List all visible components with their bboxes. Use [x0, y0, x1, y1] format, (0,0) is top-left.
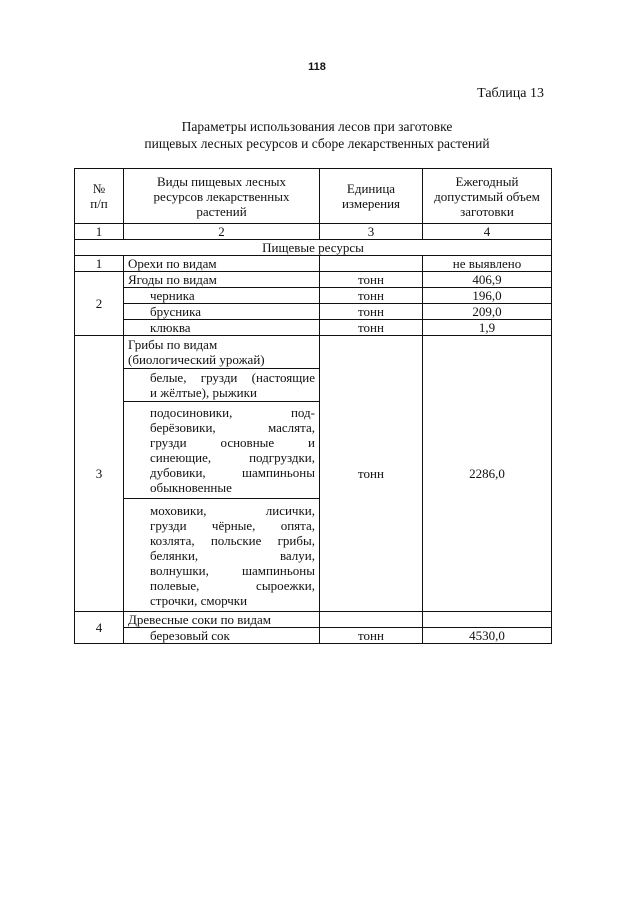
resource-name: Древесные соки по видам — [124, 612, 320, 628]
header-number: № п/п — [75, 169, 124, 224]
resource-subitem: черника — [124, 288, 320, 304]
table-row — [75, 320, 552, 336]
header-resource-type: Виды пищевых лесных ресурсов лекарственных растений — [124, 169, 320, 224]
volume-cell: 196,0 — [423, 288, 552, 304]
table-label: Таблица 13 — [477, 86, 544, 101]
table-row — [75, 336, 552, 369]
unit-cell: тонн — [320, 336, 423, 612]
unit-cell: тонн — [320, 272, 423, 288]
column-numbers-row — [75, 224, 552, 240]
column-number: 2 — [124, 224, 320, 240]
row-number: 2 — [75, 272, 124, 336]
volume-cell: не выявлено — [423, 256, 552, 272]
table-row — [75, 628, 552, 644]
resource-subitem: брусника — [124, 304, 320, 320]
column-number: 1 — [75, 224, 124, 240]
table-row — [75, 612, 552, 628]
mushroom-group: белые, грузди (настоящие и жёлтые), рыжики — [124, 369, 320, 402]
mushroom-group: моховики, лисички, грузди чёрные, опята, козлята, польские грибы, белянки, валуи, волнушки, шампиньоны полевые, сыроежки, строчки, сморчки — [124, 499, 320, 612]
unit-cell: тонн — [320, 628, 423, 644]
resources-table — [74, 168, 552, 644]
table-row — [75, 272, 552, 288]
volume-cell: 406,9 — [423, 272, 552, 288]
title-line: пищевых лесных ресурсов и сборе лекарственных растений — [144, 136, 490, 151]
table-row — [75, 304, 552, 320]
row-number: 3 — [75, 336, 124, 612]
table-row — [75, 288, 552, 304]
unit-cell — [320, 256, 423, 272]
volume-cell: 2286,0 — [423, 336, 552, 612]
unit-cell: тонн — [320, 320, 423, 336]
resource-name: Орехи по видам — [124, 256, 320, 272]
volume-cell — [423, 612, 552, 628]
volume-cell: 1,9 — [423, 320, 552, 336]
resource-name: Грибы по видам (биологический урожай) — [124, 336, 320, 369]
section-title: Пищевые ресурсы — [75, 240, 552, 256]
page-number: 118 — [308, 61, 326, 73]
section-row — [75, 240, 552, 256]
resource-name: Ягоды по видам — [124, 272, 320, 288]
header-unit: Единица измерения — [320, 169, 423, 224]
header-row — [75, 169, 552, 224]
volume-cell: 4530,0 — [423, 628, 552, 644]
column-number: 3 — [320, 224, 423, 240]
mushroom-group: подосиновики, под- берёзовики, маслята, грузди основные и синеющие, подгруздки, дубовики, шампиньоны обыкновенные — [124, 402, 320, 499]
resource-subitem: клюква — [124, 320, 320, 336]
row-number: 4 — [75, 612, 124, 644]
unit-cell: тонн — [320, 304, 423, 320]
table-title — [80, 118, 554, 152]
title-line: Параметры использования лесов при заготовке — [181, 119, 453, 134]
table-row — [75, 256, 552, 272]
resource-subitem: березовый сок — [124, 628, 320, 644]
unit-cell: тонн — [320, 288, 423, 304]
column-number: 4 — [423, 224, 552, 240]
unit-cell — [320, 612, 423, 628]
volume-cell: 209,0 — [423, 304, 552, 320]
header-annual-volume: Ежегодный допустимый объем заготовки — [423, 169, 552, 224]
row-number: 1 — [75, 256, 124, 272]
